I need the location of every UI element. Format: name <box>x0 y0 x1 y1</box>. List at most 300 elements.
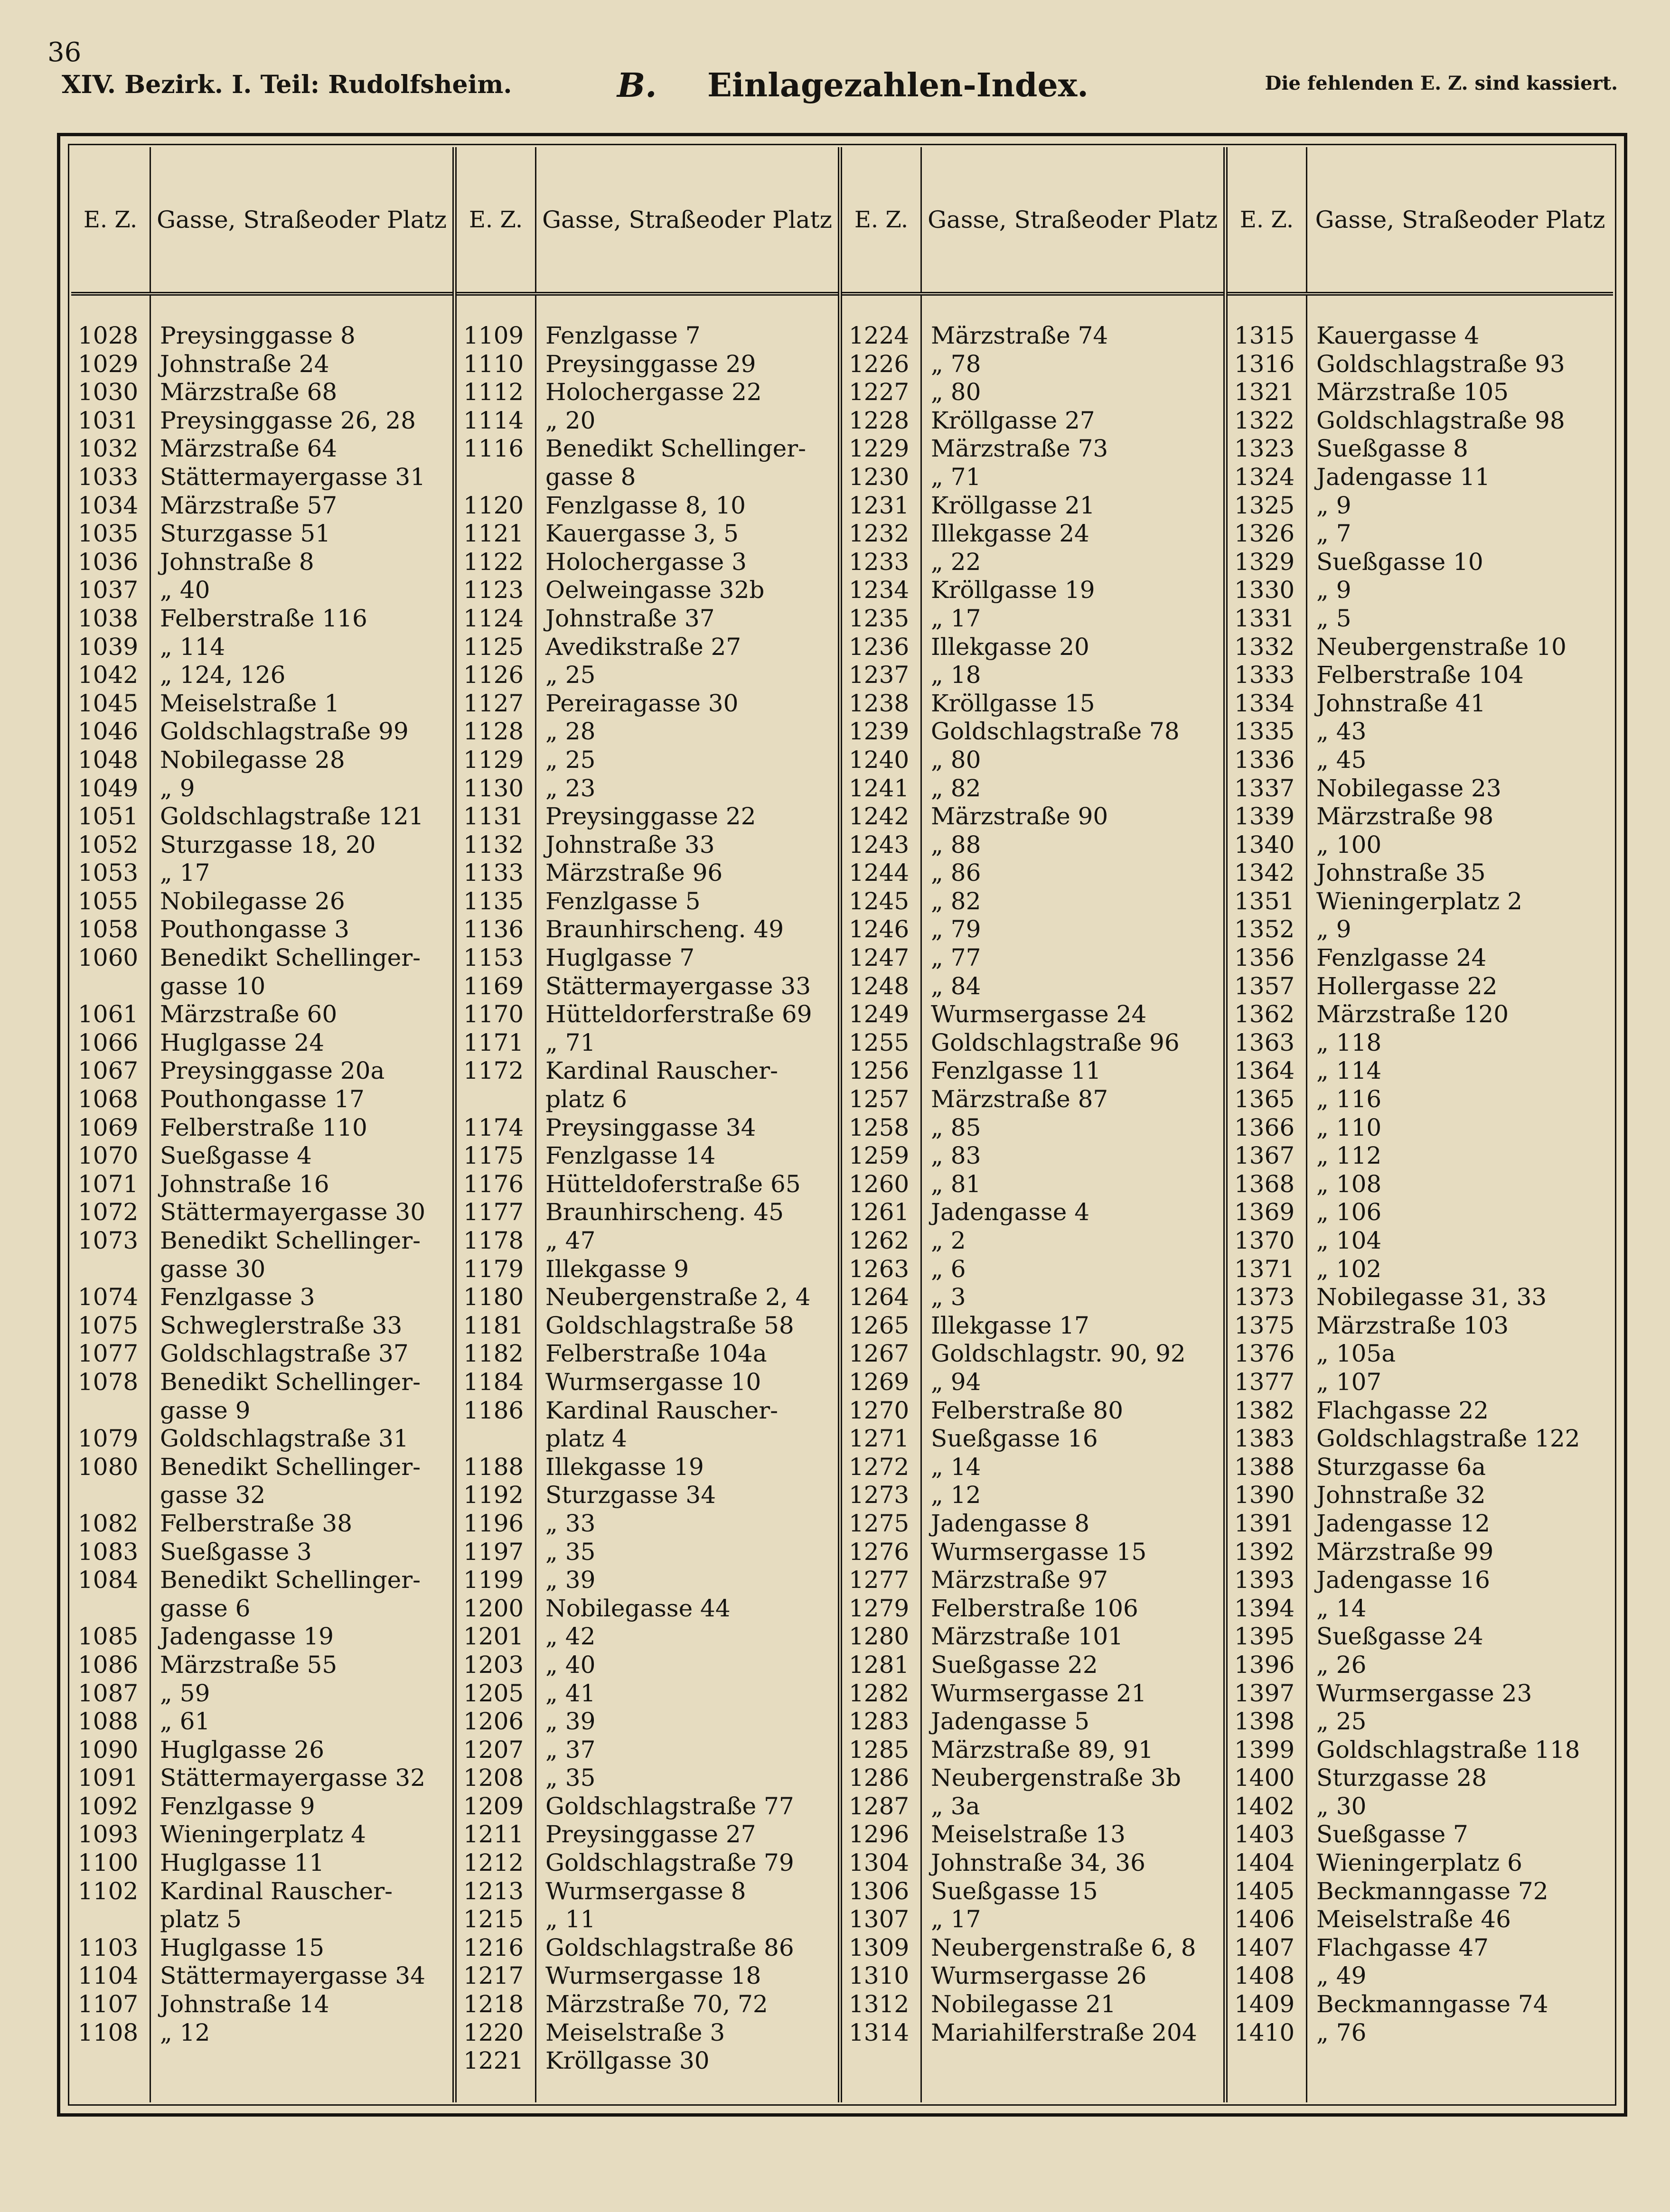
street-address: Braunhirscheng. 49 <box>545 915 784 943</box>
street-address: „ 11 <box>545 1905 596 1933</box>
ez-number: 1060 <box>78 944 139 972</box>
street-address: „ 84 <box>931 972 981 1000</box>
table-row <box>1228 2019 1613 2047</box>
ez-number: 1037 <box>78 576 139 604</box>
street-address: Meiselstraße 3 <box>545 2018 725 2046</box>
street-header-line-1: Gasse, Straße <box>1315 205 1483 233</box>
ez-number: 1383 <box>1234 1425 1295 1453</box>
ez-number: 1393 <box>1234 1566 1295 1594</box>
ez-number <box>71 1397 150 1425</box>
table-row <box>71 1651 452 1680</box>
ez-number: 1316 <box>1234 350 1295 378</box>
ez-number: 1052 <box>78 831 139 859</box>
column-body <box>457 296 838 2102</box>
ez-number: 1306 <box>849 1877 910 1905</box>
table-row <box>457 1340 838 1368</box>
street-address: Stättermayergasse 34 <box>160 1962 426 1990</box>
table-row <box>842 1820 1223 1849</box>
table-row <box>71 350 452 379</box>
street-address: „ 35 <box>545 1764 596 1792</box>
ez-number: 1238 <box>849 689 910 717</box>
ez-number: 1264 <box>849 1283 910 1311</box>
street-address: „ 80 <box>931 378 981 406</box>
column-header <box>71 147 452 296</box>
ez-number: 1084 <box>78 1566 139 1594</box>
table-row <box>457 407 838 435</box>
ez-number: 1053 <box>78 859 139 887</box>
ez-number: 1257 <box>849 1085 910 1113</box>
table-row <box>71 1425 452 1453</box>
table-row <box>457 1453 838 1482</box>
ez-number: 1279 <box>849 1594 910 1622</box>
street-address: „ 82 <box>931 774 981 802</box>
ez-number: 1174 <box>463 1113 524 1141</box>
table-row <box>457 1312 838 1340</box>
table-row <box>842 520 1223 548</box>
street-address: Märzstraße 96 <box>545 859 723 887</box>
street-address: „ 9 <box>1316 915 1351 943</box>
ez-number: 1231 <box>849 491 910 519</box>
ez-number: 1090 <box>78 1736 139 1764</box>
ez-number: 1400 <box>1234 1764 1295 1792</box>
ez-number: 1048 <box>78 746 139 774</box>
table-row <box>71 859 452 887</box>
ez-number: 1226 <box>849 350 910 378</box>
table-row <box>842 1198 1223 1227</box>
ez-number: 1088 <box>78 1708 139 1736</box>
table-row <box>71 1934 452 1962</box>
street-address: Benedikt Schellinger- <box>160 1566 421 1594</box>
table-row <box>457 492 838 520</box>
street-address: Meiselstraße 46 <box>1316 1905 1511 1933</box>
street-address: Goldschlagstraße 58 <box>545 1311 794 1339</box>
street-address: „ 114 <box>1316 1057 1382 1085</box>
table-row <box>1228 492 1613 520</box>
ez-number: 1325 <box>1234 491 1295 519</box>
street-address: „ 17 <box>160 859 210 887</box>
ez-number: 1200 <box>463 1594 524 1622</box>
ez-number: 1188 <box>463 1453 524 1481</box>
street-address: „ 12 <box>931 1481 981 1509</box>
ez-number: 1036 <box>78 548 139 576</box>
street-address: Fenzlgasse 9 <box>160 1792 315 1820</box>
ez-number: 1233 <box>849 548 910 576</box>
street-address: „ 105a <box>1316 1340 1396 1368</box>
ez-number: 1122 <box>463 548 524 576</box>
street-address: „ 6 <box>931 1255 966 1283</box>
ez-number: 1227 <box>849 378 910 406</box>
table-row <box>457 690 838 718</box>
table-row <box>71 1990 452 2019</box>
street-address: platz 5 <box>160 1905 242 1933</box>
table-row <box>842 1340 1223 1368</box>
ez-number: 1123 <box>463 576 524 604</box>
table-row <box>1228 1114 1613 1142</box>
table-row <box>1228 1283 1613 1312</box>
street-address: Goldschlagstraße 93 <box>1316 350 1565 378</box>
ez-number <box>71 972 150 1001</box>
street-address: Johnstraße 33 <box>545 831 715 859</box>
index-title: Einlagezahlen-Index. <box>707 66 1088 104</box>
table-row <box>842 887 1223 916</box>
table-row <box>1228 1425 1613 1453</box>
table-row <box>1228 661 1613 690</box>
table-row <box>457 605 838 633</box>
ez-number: 1042 <box>78 661 139 689</box>
street-address: Beckmanngasse 74 <box>1316 1990 1548 2018</box>
street-header-line-1: Gasse, Straße <box>157 205 325 233</box>
ez-number: 1249 <box>849 1000 910 1028</box>
ez-number: 1075 <box>78 1311 139 1339</box>
ez-number: 1373 <box>1234 1283 1295 1311</box>
street-address: „ 25 <box>545 746 596 774</box>
street-address: „ 17 <box>931 1905 981 1933</box>
table-row <box>1228 972 1613 1001</box>
table-row <box>1228 1340 1613 1368</box>
table-row <box>71 1142 452 1170</box>
table-row <box>1228 1227 1613 1255</box>
street-address: Jadengasse 16 <box>1316 1566 1490 1594</box>
street-address: Felberstraße 106 <box>931 1594 1138 1622</box>
table-row <box>457 378 838 407</box>
street-address: Stättermayergasse 30 <box>160 1198 426 1226</box>
ez-number: 1091 <box>78 1764 139 1792</box>
ez-number: 1244 <box>849 859 910 887</box>
table-row <box>457 746 838 775</box>
table-row <box>1228 1566 1613 1595</box>
street-address: gasse 10 <box>160 972 266 1000</box>
ez-number: 1215 <box>463 1905 524 1933</box>
table-row <box>457 576 838 605</box>
ez-number: 1175 <box>463 1142 524 1170</box>
ez-number: 1102 <box>78 1877 139 1905</box>
street-address: „ 9 <box>1316 491 1351 519</box>
ez-number: 1321 <box>1234 378 1295 406</box>
street-address: Kröllgasse 15 <box>931 689 1095 717</box>
ez-number: 1280 <box>849 1623 910 1651</box>
ez-number: 1296 <box>849 1820 910 1848</box>
ez-number: 1334 <box>1234 689 1295 717</box>
table-row <box>1228 1481 1613 1510</box>
street-address: „ 110 <box>1316 1113 1382 1141</box>
table-row <box>842 378 1223 407</box>
table-row <box>71 803 452 831</box>
table-row <box>457 1397 838 1425</box>
street-address: Johnstraße 24 <box>160 350 329 378</box>
ez-number: 1356 <box>1234 944 1295 972</box>
ez-number: 1120 <box>463 491 524 519</box>
table-row <box>457 1566 838 1595</box>
ez-number: 1121 <box>463 520 524 548</box>
table-row <box>842 944 1223 972</box>
street-address: Goldschlagstraße 122 <box>1316 1425 1580 1453</box>
ez-number: 1336 <box>1234 746 1295 774</box>
street-address: Preysinggasse 34 <box>545 1113 756 1141</box>
street-address: Goldschlagstraße 78 <box>931 718 1180 746</box>
table-row <box>842 1397 1223 1425</box>
table-row <box>1228 1198 1613 1227</box>
ez-number: 1333 <box>1234 661 1295 689</box>
ez-number: 1339 <box>1234 803 1295 831</box>
table-row <box>457 1962 838 1990</box>
street-address: Huglgasse 11 <box>160 1849 325 1877</box>
ez-number: 1125 <box>463 633 524 661</box>
ez-number: 1169 <box>463 972 524 1000</box>
street-address: „ 104 <box>1316 1227 1382 1254</box>
ez-number: 1230 <box>849 463 910 491</box>
street-address: gasse 6 <box>160 1594 251 1622</box>
table-row <box>1228 746 1613 775</box>
street-address: Preysinggasse 29 <box>545 350 756 378</box>
street-address: Sueßgasse 8 <box>1316 435 1468 463</box>
ez-number: 1171 <box>463 1028 524 1056</box>
street-address: Goldschlagstraße 96 <box>931 1028 1180 1056</box>
ez-number: 1131 <box>463 803 524 831</box>
table-row <box>71 633 452 662</box>
ez-number: 1124 <box>463 604 524 632</box>
ez-number: 1234 <box>849 576 910 604</box>
street-address: „ 94 <box>931 1368 981 1396</box>
street-address: „ 5 <box>1316 604 1351 632</box>
street-address: „ 14 <box>1316 1594 1367 1622</box>
table-row <box>842 661 1223 690</box>
table-row <box>1228 633 1613 662</box>
table-row <box>842 605 1223 633</box>
street-address: „ 43 <box>1316 718 1367 746</box>
ez-number: 1407 <box>1234 1933 1295 1961</box>
ez-number: 1218 <box>463 1990 524 2018</box>
table-row <box>457 1736 838 1764</box>
table-row <box>842 1934 1223 1962</box>
ez-number: 1046 <box>78 718 139 746</box>
street-address: Sueßgasse 7 <box>1316 1820 1468 1848</box>
ez-number: 1362 <box>1234 1000 1295 1028</box>
ez-number: 1176 <box>463 1170 524 1198</box>
ez-number: 1368 <box>1234 1170 1295 1198</box>
ez-number: 1132 <box>463 831 524 859</box>
table-row <box>1228 520 1613 548</box>
ez-number <box>71 1255 150 1284</box>
street-address: Wurmsergasse 26 <box>931 1962 1147 1990</box>
ez-number: 1352 <box>1234 915 1295 943</box>
street-address: „ 40 <box>545 1651 596 1679</box>
ez-number: 1196 <box>463 1509 524 1537</box>
table-row <box>71 1085 452 1114</box>
street-address: „ 33 <box>545 1509 596 1537</box>
missing-note: Die fehlenden E. Z. sind kassiert. <box>1265 72 1618 94</box>
table-row <box>457 1114 838 1142</box>
ez-number: 1395 <box>1234 1623 1295 1651</box>
street-address: Fenzlgasse 7 <box>545 322 701 349</box>
street-address: Hütteldorferstraße 69 <box>545 1000 812 1028</box>
street-address: Goldschlagstraße 77 <box>545 1792 794 1820</box>
table-row <box>71 1792 452 1821</box>
street-address: Illekgasse 19 <box>545 1453 704 1481</box>
ez-number: 1262 <box>849 1227 910 1254</box>
street-address: gasse 32 <box>160 1481 266 1509</box>
ez-number: 1100 <box>78 1849 139 1877</box>
table-row <box>1228 1000 1613 1029</box>
street-address: Huglgasse 26 <box>160 1736 325 1764</box>
ez-number: 1242 <box>849 803 910 831</box>
ez-number: 1130 <box>463 774 524 802</box>
table-row <box>1228 435 1613 463</box>
ez-number: 1070 <box>78 1142 139 1170</box>
street-address: Oelweingasse 32b <box>545 576 765 604</box>
ez-number: 1258 <box>849 1113 910 1141</box>
ez-number: 1357 <box>1234 972 1295 1000</box>
table-row <box>71 1623 452 1651</box>
table-row <box>457 1680 838 1708</box>
street-address: Preysinggasse 20a <box>160 1057 385 1085</box>
street-address: „ 82 <box>931 887 981 915</box>
table-row <box>457 831 838 859</box>
street-address: Jadengasse 12 <box>1316 1509 1490 1537</box>
page-number: 36 <box>47 37 82 68</box>
table-row <box>1228 718 1613 746</box>
ez-number: 1073 <box>78 1227 139 1254</box>
table-row <box>842 746 1223 775</box>
street-address: „ 37 <box>545 1736 596 1764</box>
ez-number: 1314 <box>849 2018 910 2046</box>
ez-number: 1116 <box>463 435 524 463</box>
table-row <box>71 831 452 859</box>
ez-number: 1179 <box>463 1255 524 1283</box>
street-address: Nobilegasse 44 <box>545 1594 731 1622</box>
table-row <box>1228 1651 1613 1680</box>
street-address: „ 25 <box>1316 1708 1367 1736</box>
ez-number: 1377 <box>1234 1368 1295 1396</box>
street-address: Märzstraße 55 <box>160 1651 338 1679</box>
index-column-1 <box>71 147 457 2102</box>
table-row <box>457 1708 838 1736</box>
table-row <box>1228 1905 1613 1934</box>
street-address: Braunhirscheng. 45 <box>545 1198 784 1226</box>
street-address: „ 88 <box>931 831 981 859</box>
street-address: Flachgasse 47 <box>1316 1933 1489 1961</box>
ez-number: 1211 <box>463 1820 524 1848</box>
table-row <box>71 718 452 746</box>
table-row <box>842 1905 1223 1934</box>
table-row <box>1228 1595 1613 1623</box>
street-address: Hollergasse 22 <box>1316 972 1498 1000</box>
ez-number: 1410 <box>1234 2018 1295 2046</box>
ez-number: 1246 <box>849 915 910 943</box>
table-row <box>1228 1934 1613 1962</box>
ez-number: 1209 <box>463 1792 524 1820</box>
street-address: Stättermayergasse 32 <box>160 1764 426 1792</box>
street-address: Preysinggasse 26, 28 <box>160 406 416 434</box>
table-row <box>71 1283 452 1312</box>
street-address: „ 28 <box>545 718 596 746</box>
ez-number: 1261 <box>849 1198 910 1226</box>
street-address: Johnstraße 41 <box>1316 689 1486 717</box>
table-row <box>457 350 838 379</box>
ez-number: 1267 <box>849 1340 910 1368</box>
table-row <box>71 378 452 407</box>
street-address: Sturzgasse 51 <box>160 520 331 548</box>
ez-number: 1032 <box>78 435 139 463</box>
ez-number: 1388 <box>1234 1453 1295 1481</box>
ez-number: 1079 <box>78 1425 139 1453</box>
street-address: Sueßgasse 24 <box>1316 1623 1483 1651</box>
table-row <box>71 463 452 492</box>
street-address: „ 107 <box>1316 1368 1382 1396</box>
street-address: „ 3 <box>931 1283 966 1311</box>
table-row <box>457 520 838 548</box>
street-address: Preysinggasse 27 <box>545 1820 756 1848</box>
table-row <box>71 661 452 690</box>
ez-number: 1248 <box>849 972 910 1000</box>
street-address: Kardinal Rauscher- <box>545 1057 779 1085</box>
index-column-2 <box>457 147 842 2102</box>
section-letter: B. <box>617 65 657 105</box>
street-address: Märzstraße 87 <box>931 1085 1108 1113</box>
ez-number: 1128 <box>463 718 524 746</box>
street-address: Felberstraße 38 <box>160 1509 353 1537</box>
ez-number: 1245 <box>849 887 910 915</box>
table-row <box>842 1510 1223 1538</box>
street-address: Neubergenstraße 3b <box>931 1764 1182 1792</box>
street-address: Märzstraße 89, 91 <box>931 1736 1154 1764</box>
ez-number: 1351 <box>1234 887 1295 915</box>
ez-number: 1282 <box>849 1679 910 1707</box>
street-column-header <box>151 147 452 292</box>
ez-number: 1051 <box>78 803 139 831</box>
street-address: Sueßgasse 10 <box>1316 548 1483 576</box>
street-address: „ 114 <box>160 633 225 661</box>
table-row <box>457 775 838 803</box>
ez-number: 1391 <box>1234 1509 1295 1537</box>
column-header <box>1228 147 1613 296</box>
table-row <box>457 1085 838 1114</box>
street-address: Märzstraße 101 <box>931 1623 1124 1651</box>
ez-number: 1370 <box>1234 1227 1295 1254</box>
ez-number: 1364 <box>1234 1057 1295 1085</box>
table-row <box>842 1368 1223 1397</box>
street-address: Kröllgasse 21 <box>931 491 1095 519</box>
street-address: Stättermayergasse 31 <box>160 463 426 491</box>
ez-number: 1394 <box>1234 1594 1295 1622</box>
ez-number: 1220 <box>463 2018 524 2046</box>
table-row <box>842 350 1223 379</box>
street-address: Wurmsergasse 21 <box>931 1679 1147 1707</box>
table-row <box>71 1820 452 1849</box>
table-row <box>1228 1255 1613 1284</box>
ez-number: 1184 <box>463 1368 524 1396</box>
street-address: Märzstraße 60 <box>160 1000 338 1028</box>
street-address: „ 14 <box>931 1453 981 1481</box>
table-row <box>71 1905 452 1934</box>
table-row <box>842 2019 1223 2047</box>
street-address: „ 106 <box>1316 1198 1382 1226</box>
street-address: Neubergenstraße 2, 4 <box>545 1283 811 1311</box>
street-address: Sueßgasse 16 <box>931 1425 1098 1453</box>
ez-number: 1397 <box>1234 1679 1295 1707</box>
table-row <box>71 1057 452 1085</box>
table-row <box>457 1368 838 1397</box>
street-address: „ 78 <box>931 350 981 378</box>
table-row <box>842 803 1223 831</box>
street-address: „ 85 <box>931 1113 981 1141</box>
table-row <box>842 1255 1223 1284</box>
table-row <box>457 1595 838 1623</box>
ez-number: 1287 <box>849 1792 910 1820</box>
table-row <box>71 1397 452 1425</box>
ez-number: 1405 <box>1234 1877 1295 1905</box>
street-address: Wurmsergasse 15 <box>931 1538 1147 1566</box>
street-address: Goldschlagstraße 86 <box>545 1933 794 1961</box>
